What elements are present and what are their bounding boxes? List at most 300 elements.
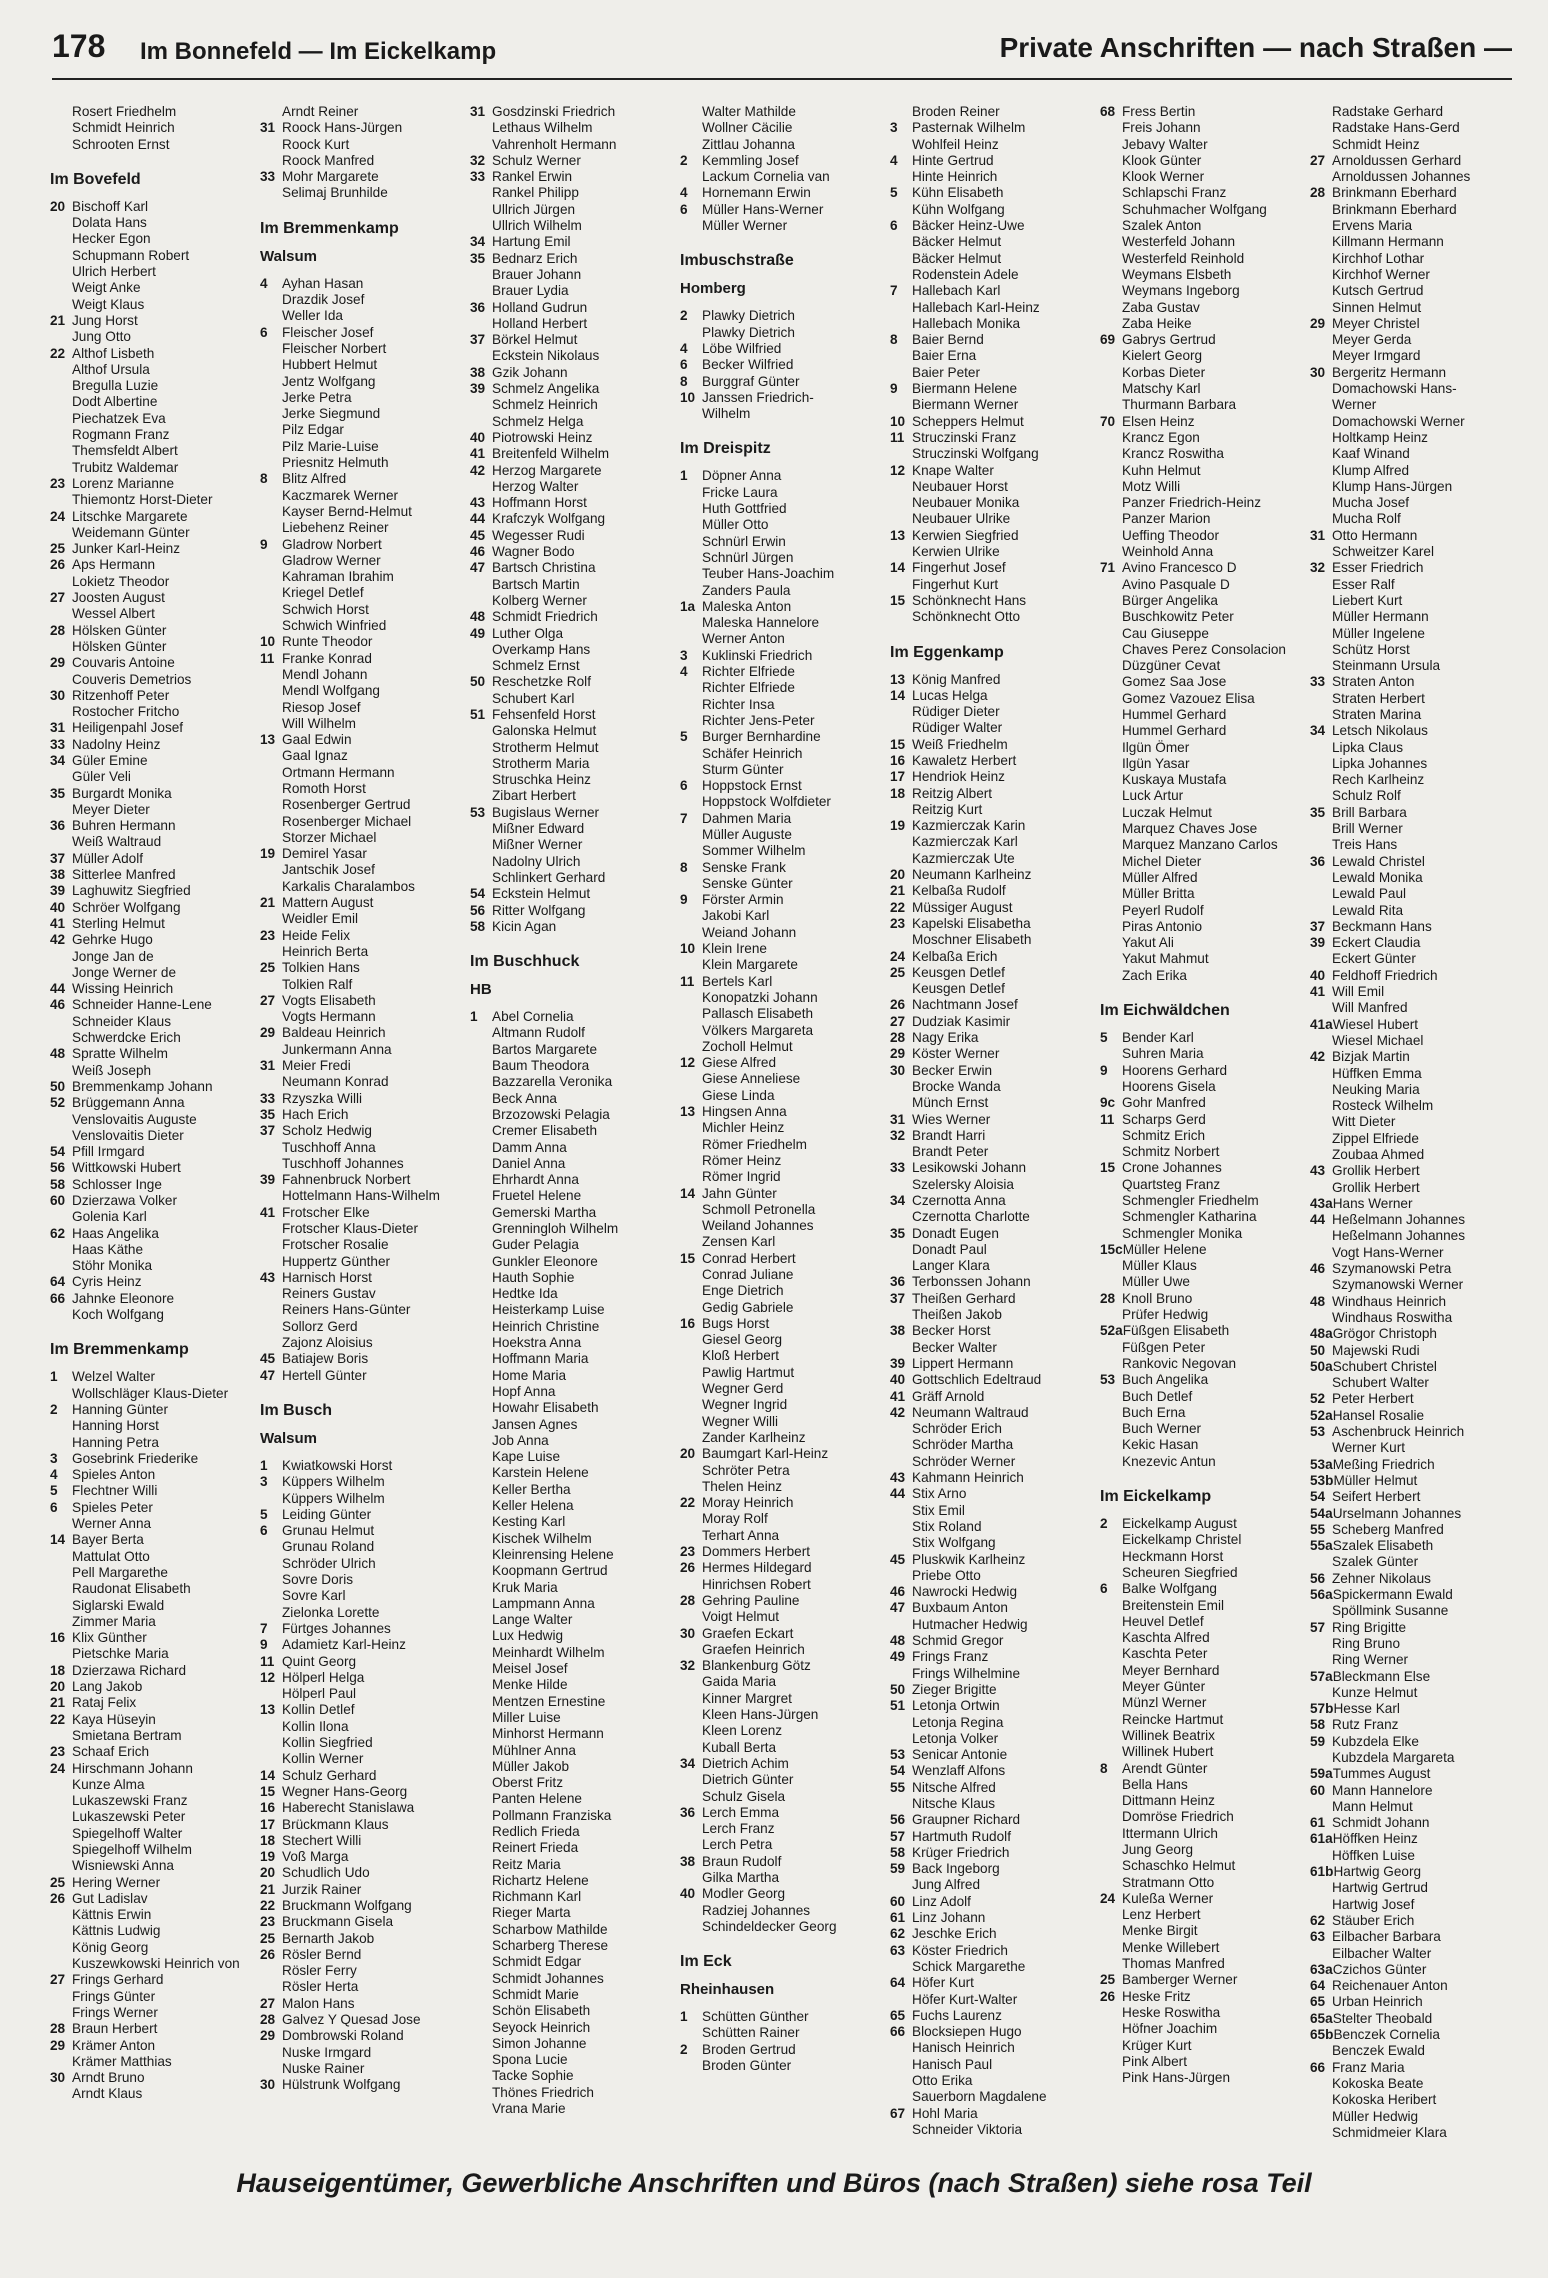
resident-entry xyxy=(890,1503,1100,1519)
resident-entry xyxy=(50,1112,260,1128)
house-number: 15c xyxy=(1100,1241,1123,1257)
resident-name: Güler Emine xyxy=(72,752,148,768)
resident-name: Meyer Dieter xyxy=(72,801,150,817)
resident-entry xyxy=(470,1042,680,1058)
resident-name: Bamberger Werner xyxy=(1122,1972,1238,1988)
resident-name: Lippert Hermann xyxy=(912,1355,1014,1371)
resident-entry xyxy=(890,1992,1100,2008)
resident-name: Förster Armin xyxy=(702,892,784,908)
resident-entry xyxy=(680,1658,890,1674)
resident-name: Tacke Sophie xyxy=(492,2068,574,2084)
resident-name: Grunau Helmut xyxy=(282,1523,375,1539)
resident-name: Börkel Helmut xyxy=(492,332,578,348)
resident-entry xyxy=(470,1694,680,1710)
resident-entry xyxy=(1310,691,1520,707)
resident-name: Ilgün Yasar xyxy=(1122,755,1190,771)
resident-name: Pfill Irmgard xyxy=(72,1144,145,1160)
resident-entry xyxy=(890,463,1100,479)
resident-entry xyxy=(50,1177,260,1193)
resident-entry xyxy=(260,1539,470,1555)
house-number: 4 xyxy=(50,1467,58,1483)
resident-entry xyxy=(890,1405,1100,1421)
house-number: 24 xyxy=(890,948,906,964)
resident-entry xyxy=(260,993,470,1009)
resident-entry xyxy=(1100,2038,1310,2054)
resident-entry xyxy=(50,492,260,508)
resident-name: Hinte Heinrich xyxy=(912,169,998,185)
resident-name: Weymans Ingeborg xyxy=(1122,283,1240,299)
house-number: 6 xyxy=(680,201,688,217)
house-number: 47 xyxy=(470,560,486,576)
resident-entry xyxy=(680,1495,890,1511)
resident-entry xyxy=(890,414,1100,430)
house-number: 64 xyxy=(50,1274,66,1290)
house-number: 50 xyxy=(1310,1342,1326,1358)
resident-name: Bizjak Martin xyxy=(1332,1049,1410,1065)
resident-entry xyxy=(680,1153,890,1169)
resident-entry xyxy=(260,1123,470,1139)
house-number: 4 xyxy=(680,185,688,201)
resident-name: Kättnis Ludwig xyxy=(72,1923,161,1939)
resident-entry xyxy=(50,2054,260,2070)
resident-name: Völkers Margareta xyxy=(702,1022,814,1038)
resident-entry xyxy=(1310,202,1520,218)
resident-name: Gaal Ignaz xyxy=(282,748,348,764)
resident-name: Meinhardt Wilhelm xyxy=(492,1644,605,1660)
house-number: 53b xyxy=(1310,1472,1334,1488)
resident-entry xyxy=(890,104,1100,120)
house-number: 1 xyxy=(50,1369,58,1385)
resident-entry xyxy=(680,1756,890,1772)
house-number: 54 xyxy=(1310,1489,1326,1505)
resident-entry xyxy=(1310,1017,1520,1033)
resident-name: Back Ingeborg xyxy=(912,1861,1000,1877)
house-number: 34 xyxy=(680,1755,696,1771)
resident-entry xyxy=(680,1479,890,1495)
resident-name: Avino Francesco D xyxy=(1122,560,1237,576)
resident-name: Stechert Willi xyxy=(282,1832,362,1848)
resident-name: Weidler Emil xyxy=(282,911,359,927)
resident-entry xyxy=(680,1071,890,1087)
resident-entry xyxy=(50,1581,260,1597)
resident-name: Gaida Maria xyxy=(702,1674,777,1690)
resident-entry xyxy=(1310,1000,1520,1016)
house-number: 15 xyxy=(680,1250,696,1266)
resident-entry xyxy=(1310,1114,1520,1130)
resident-name: Hanisch Paul xyxy=(912,2056,993,2072)
resident-entry xyxy=(50,1956,260,1972)
resident-name: Eckstein Helmut xyxy=(492,886,591,902)
resident-entry xyxy=(890,1226,1100,1242)
street-heading: Im Buschhuck xyxy=(470,953,580,971)
resident-name: Schön Elisabeth xyxy=(492,2003,591,2019)
resident-name: Kuszewkowski Heinrich von xyxy=(72,1956,240,1972)
resident-entry xyxy=(50,1858,260,1874)
house-number: 66 xyxy=(1310,2059,1326,2075)
resident-name: Kunze Helmut xyxy=(1332,1684,1418,1700)
resident-name: Spickermann Ewald xyxy=(1332,1587,1453,1603)
resident-name: Spratte Wilhelm xyxy=(72,1046,168,1062)
resident-name: Michel Dieter xyxy=(1122,853,1202,869)
resident-name: Schwich Winfried xyxy=(282,618,387,634)
resident-entry xyxy=(890,1666,1100,1682)
resident-entry xyxy=(1100,1940,1310,1956)
resident-entry xyxy=(890,1600,1100,1616)
resident-entry xyxy=(50,867,260,883)
resident-entry xyxy=(1310,723,1520,739)
resident-name: Meisel Josef xyxy=(492,1661,568,1677)
resident-entry xyxy=(50,1435,260,1451)
resident-name: Frotscher Klaus-Dieter xyxy=(282,1221,418,1236)
resident-name: Mucha Josef xyxy=(1332,495,1410,511)
resident-entry xyxy=(1100,756,1310,772)
resident-name: Kaschta Alfred xyxy=(1122,1630,1210,1646)
resident-name: Stratmann Otto xyxy=(1122,1874,1215,1890)
directory-column xyxy=(1310,104,1520,2144)
resident-name: Graefen Eckart xyxy=(702,1625,794,1641)
resident-name: Spieles Anton xyxy=(72,1467,156,1483)
resident-name: Giese Alfred xyxy=(702,1055,777,1071)
resident-name: Domröse Friedrich xyxy=(1122,1809,1234,1825)
resident-entry xyxy=(470,1759,680,1775)
resident-name: Kaaf Winand xyxy=(1332,446,1410,462)
resident-entry xyxy=(260,1963,470,1979)
resident-name: Brauer Lydia xyxy=(492,283,569,299)
resident-entry xyxy=(260,748,470,764)
resident-entry xyxy=(890,251,1100,267)
resident-name: Wiesel Hubert xyxy=(1332,1016,1419,1032)
resident-name: Mendl Johann xyxy=(282,666,368,682)
resident-name: Hach Erich xyxy=(282,1106,349,1122)
house-number: 31 xyxy=(890,1111,906,1127)
resident-entry xyxy=(470,1987,680,2003)
resident-entry xyxy=(890,1242,1100,1258)
resident-name: Herzog Margarete xyxy=(492,462,602,478)
resident-name: Sollorz Gerd xyxy=(282,1318,358,1334)
resident-name: Eickelkamp Christel xyxy=(1122,1532,1242,1548)
resident-name: Wissing Heinrich xyxy=(72,981,174,997)
house-number: 45 xyxy=(890,1551,906,1567)
resident-entry xyxy=(1310,1929,1520,1945)
house-number: 25 xyxy=(890,964,906,980)
resident-name: Lethaus Wilhelm xyxy=(492,120,593,136)
house-number: 26 xyxy=(50,557,66,573)
resident-name: Müller Helmut xyxy=(1333,1472,1418,1488)
resident-name: Konopatzki Johann xyxy=(702,989,818,1005)
resident-name: Kelbaßa Rudolf xyxy=(912,883,1006,899)
resident-entry xyxy=(1100,821,1310,837)
house-number: 32 xyxy=(890,1127,906,1143)
resident-name: Jung Horst xyxy=(72,312,138,328)
house-number: 5 xyxy=(1100,1030,1108,1046)
resident-name: Damm Anna xyxy=(492,1139,567,1155)
resident-name: Kuklinski Friedrich xyxy=(702,647,813,663)
resident-entry xyxy=(50,2086,260,2102)
resident-name: Kolberg Werner xyxy=(492,592,587,608)
resident-name: Münch Ernst xyxy=(912,1095,989,1111)
resident-entry xyxy=(680,137,890,153)
resident-name: Runte Theodor xyxy=(282,634,373,650)
house-number: 46 xyxy=(50,997,66,1013)
house-number: 33 xyxy=(260,169,276,185)
resident-entry xyxy=(680,990,890,1006)
resident-entry xyxy=(1310,821,1520,837)
resident-entry xyxy=(50,1128,260,1144)
resident-name: Spiegelhoff Walter xyxy=(72,1825,183,1841)
resident-entry xyxy=(890,834,1100,850)
house-number: 56 xyxy=(1310,1570,1326,1586)
resident-entry xyxy=(50,1193,260,1209)
resident-entry xyxy=(50,1614,260,1630)
resident-entry xyxy=(1310,1978,1520,1994)
header-section-title: Private Anschriften — nach Straßen — xyxy=(999,32,1512,63)
resident-entry xyxy=(470,1286,680,1302)
resident-entry xyxy=(1100,528,1310,544)
resident-name: Weigt Anke xyxy=(72,280,141,296)
resident-entry xyxy=(260,651,470,667)
resident-name: Harnisch Horst xyxy=(282,1269,372,1285)
resident-entry xyxy=(1310,479,1520,495)
resident-name: Ittermann Ulrich xyxy=(1122,1825,1218,1841)
resident-name: Klook Günter xyxy=(1122,152,1202,168)
house-number: 25 xyxy=(50,541,66,557)
directory-columns xyxy=(50,104,1520,2144)
resident-name: Senicar Antonie xyxy=(912,1747,1008,1763)
house-number: 11 xyxy=(1100,1111,1115,1127)
resident-name: Rosenberger Michael xyxy=(282,813,412,829)
resident-name: Heinrich Berta xyxy=(282,943,369,959)
resident-name: Kekic Hasan xyxy=(1122,1437,1199,1453)
resident-entry xyxy=(260,862,470,878)
resident-entry xyxy=(1310,1212,1520,1228)
resident-entry xyxy=(470,1270,680,1286)
house-number: 5 xyxy=(50,1483,58,1499)
resident-entry xyxy=(50,1095,260,1111)
resident-name: Piotrowski Heinz xyxy=(492,429,593,445)
resident-entry xyxy=(470,1009,680,1025)
resident-entry xyxy=(260,1735,470,1751)
resident-name: Rankovic Negovan xyxy=(1122,1355,1237,1371)
resident-name: Scharps Gerd xyxy=(1122,1111,1206,1127)
resident-name: Domachowski Werner xyxy=(1332,413,1465,429)
house-number: 41 xyxy=(1310,984,1326,1000)
resident-entry xyxy=(680,2025,890,2041)
resident-name: Althof Ursula xyxy=(72,361,150,377)
resident-entry xyxy=(50,427,260,443)
resident-name: Richter Elfriede xyxy=(702,680,795,696)
resident-name: Schlinkert Gerhard xyxy=(492,869,606,885)
resident-entry xyxy=(890,1584,1100,1600)
resident-name: Münzl Werner xyxy=(1122,1695,1207,1711)
house-number: 18 xyxy=(50,1662,66,1678)
resident-entry xyxy=(680,357,890,373)
resident-entry xyxy=(50,606,260,622)
resident-name: Gabrys Gertrud xyxy=(1122,332,1216,348)
resident-name: Wegner Ingrid xyxy=(702,1397,788,1413)
resident-name: Krancz Roswitha xyxy=(1122,446,1224,462)
resident-name: Ueffing Theodor xyxy=(1122,527,1219,543)
house-number: 8 xyxy=(1100,1760,1108,1776)
resident-entry xyxy=(50,1875,260,1891)
house-number: 29 xyxy=(1310,315,1326,331)
house-number: 38 xyxy=(470,364,486,380)
resident-entry xyxy=(890,2106,1100,2122)
resident-entry xyxy=(260,276,470,292)
resident-name: Letsch Nikolaus xyxy=(1332,723,1428,739)
resident-entry xyxy=(1310,1994,1520,2010)
resident-entry xyxy=(890,1519,1100,1535)
resident-entry xyxy=(890,202,1100,218)
house-number: 40 xyxy=(680,1886,696,1902)
resident-entry xyxy=(260,765,470,781)
resident-entry xyxy=(50,2005,260,2021)
resident-entry xyxy=(890,1535,1100,1551)
house-number: 7 xyxy=(680,810,688,826)
resident-entry xyxy=(1100,1532,1310,1548)
resident-name: Weiland Johannes xyxy=(702,1218,814,1234)
resident-entry xyxy=(260,944,470,960)
resident-name: Blocksiepen Hugo xyxy=(912,2024,1022,2040)
resident-entry xyxy=(680,501,890,517)
resident-entry xyxy=(50,1242,260,1258)
resident-entry xyxy=(50,1451,260,1467)
resident-entry xyxy=(1100,1160,1310,1176)
resident-entry xyxy=(680,1463,890,1479)
resident-name: Lewald Rita xyxy=(1332,902,1404,918)
resident-entry xyxy=(1310,104,1520,120)
resident-name: Graupner Richard xyxy=(912,1812,1021,1828)
resident-name: Vogts Hermann xyxy=(282,1009,376,1025)
resident-entry xyxy=(890,120,1100,136)
resident-name: Fress Bertin xyxy=(1122,104,1196,119)
resident-entry xyxy=(1100,2005,1310,2021)
resident-entry xyxy=(1100,446,1310,462)
house-number: 3 xyxy=(50,1450,58,1466)
resident-entry xyxy=(470,1726,680,1742)
resident-name: Terhart Anna xyxy=(702,1527,780,1543)
resident-entry xyxy=(1100,740,1310,756)
resident-name: Pink Albert xyxy=(1122,2053,1187,2069)
resident-name: Malon Hans xyxy=(282,1995,355,2011)
resident-name: Schlapschi Franz xyxy=(1122,185,1227,201)
resident-name: Kunze Alma xyxy=(72,1776,145,1792)
resident-entry xyxy=(890,1633,1100,1649)
resident-name: Hottelmann Hans-Wilhelm xyxy=(282,1188,440,1204)
resident-name: Brill Werner xyxy=(1332,821,1403,837)
resident-name: Graefen Heinrich xyxy=(702,1641,805,1657)
resident-name: Brzozowski Pelagia xyxy=(492,1106,610,1122)
house-number: 20 xyxy=(50,198,66,214)
resident-entry xyxy=(260,1654,470,1670)
resident-name: Bäcker Heinz-Uwe xyxy=(912,218,1025,234)
resident-entry xyxy=(890,1144,1100,1160)
resident-name: Lipka Johannes xyxy=(1332,755,1428,771)
resident-name: Schneider Klaus xyxy=(72,1013,171,1029)
resident-entry xyxy=(470,234,680,250)
resident-name: Wegner Willi xyxy=(702,1413,779,1429)
resident-name: Scheberg Manfred xyxy=(1332,1521,1444,1537)
house-number: 13 xyxy=(890,671,906,687)
resident-entry xyxy=(890,609,1100,625)
resident-name: Thiemontz Horst-Dieter xyxy=(72,492,213,508)
resident-entry xyxy=(890,1943,1100,1959)
house-number: 65a xyxy=(1310,2010,1333,2026)
resident-name: Breitenstein Emil xyxy=(1122,1597,1224,1613)
resident-entry xyxy=(1100,185,1310,201)
resident-entry xyxy=(50,1307,260,1323)
resident-entry xyxy=(260,977,470,993)
resident-name: Müller Werner xyxy=(702,218,788,234)
resident-name: Schröder Werner xyxy=(912,1453,1016,1469)
resident-name: Stöhr Monika xyxy=(72,1258,153,1274)
resident-name: Giesel Georg xyxy=(702,1332,783,1348)
resident-entry xyxy=(680,1837,890,1853)
house-number: 14 xyxy=(260,1767,276,1783)
resident-entry xyxy=(50,1842,260,1858)
resident-name: Kerwien Siegfried xyxy=(912,527,1019,543)
house-number: 9 xyxy=(890,381,898,397)
house-number: 63a xyxy=(1310,1961,1333,1977)
resident-name: Marquez Manzano Carlos xyxy=(1122,837,1278,853)
house-number: 61 xyxy=(890,1910,906,1926)
resident-entry xyxy=(1310,1163,1520,1179)
resident-name: Schütten Günther xyxy=(702,2009,809,2025)
resident-entry xyxy=(890,997,1100,1013)
resident-name: Richter Elfriede xyxy=(702,664,795,680)
resident-entry xyxy=(680,860,890,876)
house-number: 40 xyxy=(1310,967,1326,983)
resident-name: Klook Werner xyxy=(1122,169,1205,185)
resident-name: Gzik Johann xyxy=(492,364,568,380)
resident-name: Minhorst Hermann xyxy=(492,1726,604,1742)
resident-entry xyxy=(890,1780,1100,1796)
resident-name: Jerke Siegmund xyxy=(282,406,381,422)
house-number: 51 xyxy=(890,1698,906,1714)
house-number: 28 xyxy=(260,2012,276,2028)
street-heading: Im Bremmenkamp xyxy=(260,219,399,237)
resident-entry xyxy=(1310,1636,1520,1652)
resident-entry xyxy=(680,169,890,185)
resident-name: Hesse Karl xyxy=(1333,1701,1400,1717)
resident-entry xyxy=(260,585,470,601)
resident-name: Krämer Matthias xyxy=(72,2053,172,2069)
resident-entry xyxy=(680,1593,890,1609)
district-heading: Rheinhausen xyxy=(680,1981,775,1999)
resident-name: Hinrichsen Robert xyxy=(702,1576,811,1592)
resident-name: Matschy Karl xyxy=(1122,381,1201,397)
resident-name: Schmidmeier Klara xyxy=(1332,2124,1447,2140)
house-number: 28 xyxy=(1100,1290,1116,1306)
resident-entry xyxy=(1100,1079,1310,1095)
resident-entry xyxy=(890,965,1100,981)
resident-name: Radziej Johannes xyxy=(702,1902,811,1918)
resident-name: Abel Cornelia xyxy=(492,1009,574,1025)
resident-name: Urselmann Johannes xyxy=(1332,1505,1462,1521)
resident-name: Zittlau Johanna xyxy=(702,136,795,152)
resident-entry xyxy=(470,381,680,397)
resident-name: Gut Ladislav xyxy=(72,1890,148,1906)
resident-name: Holland Herbert xyxy=(492,315,588,331)
resident-entry xyxy=(260,814,470,830)
resident-entry xyxy=(890,932,1100,948)
resident-entry xyxy=(260,634,470,650)
resident-entry xyxy=(1310,1180,1520,1196)
house-number: 2 xyxy=(680,308,688,324)
resident-entry xyxy=(1100,1858,1310,1874)
resident-name: Otto Hermann xyxy=(1332,527,1418,543)
resident-name: Weidemann Günter xyxy=(72,524,190,540)
resident-entry xyxy=(470,1743,680,1759)
